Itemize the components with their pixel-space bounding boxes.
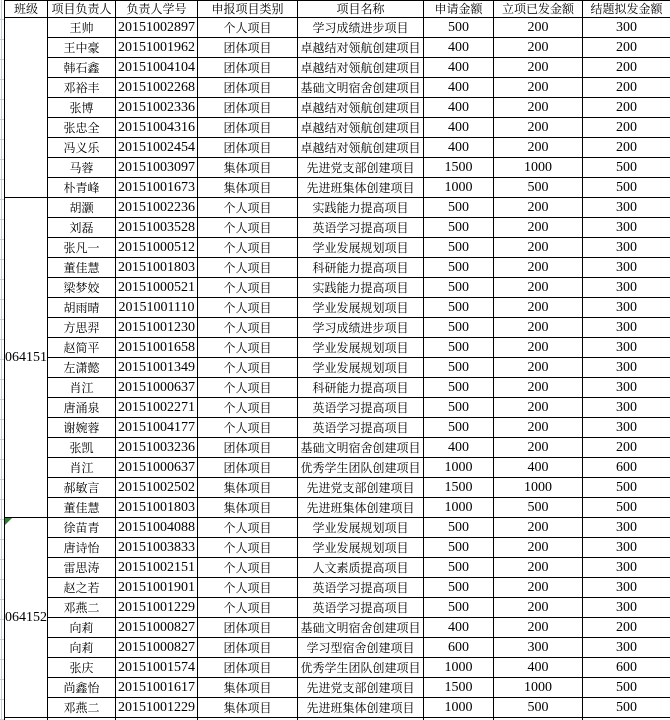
cell-category[interactable]: 集体项目: [198, 158, 298, 178]
cell-student-id[interactable]: 20151002336: [116, 98, 198, 118]
cell-amount-final[interactable]: 300: [583, 398, 670, 418]
cell-amount-issued[interactable]: 400: [494, 458, 583, 478]
cell-amount-final[interactable]: 300: [583, 338, 670, 358]
cell-category[interactable]: 集体项目: [198, 498, 298, 518]
cell-leader[interactable]: 尚鑫怡: [48, 678, 116, 698]
cell-amount-final[interactable]: 200: [583, 138, 670, 158]
cell-category[interactable]: 个人项目: [198, 198, 298, 218]
cell-project-name[interactable]: 先进党支部创建项目: [298, 158, 424, 178]
cell-student-id[interactable]: 20151003833: [116, 538, 198, 558]
header-cell[interactable]: 班级: [5, 1, 48, 18]
cell-project-name[interactable]: 学业发展规划项目: [298, 238, 424, 258]
cell-amount-final[interactable]: 200: [583, 618, 670, 638]
cell-leader[interactable]: 肖江: [48, 378, 116, 398]
cell-project-name[interactable]: 学业发展规划项目: [298, 298, 424, 318]
cell-project-name[interactable]: 英语学习提高项目: [298, 418, 424, 438]
table-row: [5, 618, 670, 638]
cell-project-name[interactable]: 先进班集体创建项目: [298, 498, 424, 518]
header-cell[interactable]: 项目负责人: [48, 1, 116, 18]
cell-student-id[interactable]: 20151000827: [116, 618, 198, 638]
cell-leader[interactable]: 赵简平: [48, 338, 116, 358]
cell-leader[interactable]: 胡灏: [48, 198, 116, 218]
cell-leader[interactable]: 董佳慧: [48, 498, 116, 518]
cell-amount-issued[interactable]: 1000: [494, 678, 583, 698]
cell-amount-issued[interactable]: 200: [494, 98, 583, 118]
cell-project-name[interactable]: 学业发展规划项目: [298, 338, 424, 358]
cell-student-id[interactable]: 20151000827: [116, 638, 198, 658]
cell-student-id[interactable]: 20151002151: [116, 558, 198, 578]
cell-amount-final[interactable]: 300: [583, 358, 670, 378]
cell-amount-issued[interactable]: 200: [494, 78, 583, 98]
cell-amount-applied[interactable]: 1000: [424, 698, 494, 718]
cell-project-name[interactable]: 卓越结对领航创建项目: [298, 38, 424, 58]
table-row: [5, 398, 670, 418]
cell-category[interactable]: 个人项目: [198, 398, 298, 418]
cell-student-id[interactable]: 20151001673: [116, 178, 198, 198]
cell-amount-issued[interactable]: 1000: [494, 478, 583, 498]
cell-category[interactable]: 团体项目: [198, 658, 298, 678]
cell-category[interactable]: 团体项目: [198, 118, 298, 138]
cell-amount-final[interactable]: 300: [583, 298, 670, 318]
cell-leader[interactable]: 冯义乐: [48, 138, 116, 158]
cell-amount-applied[interactable]: 500: [424, 378, 494, 398]
header-row: [5, 1, 670, 18]
cell-category[interactable]: 团体项目: [198, 638, 298, 658]
table-row: [5, 498, 670, 518]
cell-leader[interactable]: 邓燕二: [48, 598, 116, 618]
cell-category[interactable]: 团体项目: [198, 138, 298, 158]
cell-student-id[interactable]: 20151001229: [116, 598, 198, 618]
cell-student-id[interactable]: 20151003097: [116, 158, 198, 178]
cell-amount-issued[interactable]: 200: [494, 58, 583, 78]
cell-amount-issued[interactable]: 200: [494, 318, 583, 338]
cell-leader[interactable]: 韩石鑫: [48, 58, 116, 78]
cell-amount-final[interactable]: 300: [583, 418, 670, 438]
table-row: [5, 58, 670, 78]
cell-category[interactable]: 个人项目: [198, 18, 298, 38]
cell-amount-issued[interactable]: 200: [494, 618, 583, 638]
cell-amount-applied[interactable]: 400: [424, 38, 494, 58]
cell-student-id[interactable]: 20151004104: [116, 58, 198, 78]
cell-amount-issued[interactable]: 200: [494, 198, 583, 218]
cell-amount-final[interactable]: 300: [583, 198, 670, 218]
cell-amount-issued[interactable]: 500: [494, 498, 583, 518]
cell-category[interactable]: 集体项目: [198, 678, 298, 698]
cell-category[interactable]: 个人项目: [198, 338, 298, 358]
cell-category[interactable]: 集体项目: [198, 478, 298, 498]
cell-student-id[interactable]: 20151000637: [116, 378, 198, 398]
cell-project-name[interactable]: 先进党支部创建项目: [298, 678, 424, 698]
table-row: [5, 318, 670, 338]
cell-category[interactable]: 集体项目: [198, 698, 298, 718]
cell-amount-issued[interactable]: 200: [494, 538, 583, 558]
cell-amount-applied[interactable]: 500: [424, 598, 494, 618]
cell-amount-applied[interactable]: 400: [424, 618, 494, 638]
cell-amount-applied[interactable]: 400: [424, 118, 494, 138]
cell-amount-final[interactable]: 200: [583, 58, 670, 78]
cell-leader[interactable]: 张凡一: [48, 238, 116, 258]
cell-amount-issued[interactable]: 200: [494, 418, 583, 438]
cell-leader[interactable]: 朴青峰: [48, 178, 116, 198]
cell-category[interactable]: 个人项目: [198, 238, 298, 258]
cell-amount-applied[interactable]: 500: [424, 578, 494, 598]
table-row: [5, 438, 670, 458]
cell-category[interactable]: 个人项目: [198, 518, 298, 538]
cell-student-id[interactable]: 20151000512: [116, 238, 198, 258]
cell-project-name[interactable]: 卓越结对领航创建项目: [298, 138, 424, 158]
cell-project-name[interactable]: 先进班集体创建项目: [298, 698, 424, 718]
cell-amount-issued[interactable]: 200: [494, 598, 583, 618]
cell-student-id[interactable]: 20151002502: [116, 478, 198, 498]
cell-amount-final[interactable]: 300: [583, 238, 670, 258]
table-row: [5, 178, 670, 198]
cell-category[interactable]: 个人项目: [198, 318, 298, 338]
cell-leader[interactable]: 徐苗青: [48, 518, 116, 538]
cell-project-name[interactable]: 学业发展规划项目: [298, 358, 424, 378]
cell-amount-issued[interactable]: 200: [494, 578, 583, 598]
table-row: [5, 518, 670, 538]
cell-leader[interactable]: 向莉: [48, 618, 116, 638]
table-row: [5, 698, 670, 718]
cell-project-name[interactable]: 实践能力提高项目: [298, 278, 424, 298]
header-cell[interactable]: 申报项目类别: [198, 1, 298, 18]
cell-amount-issued[interactable]: 200: [494, 298, 583, 318]
cell-category[interactable]: 个人项目: [198, 258, 298, 278]
cell-leader[interactable]: 王中豪: [48, 38, 116, 58]
cell-amount-final[interactable]: 200: [583, 78, 670, 98]
cell-amount-final[interactable]: 600: [583, 458, 670, 478]
cell-project-name[interactable]: 人文素质提高项目: [298, 558, 424, 578]
table-row: [5, 638, 670, 658]
cell-category[interactable]: 团体项目: [198, 458, 298, 478]
cell-amount-final[interactable]: 300: [583, 578, 670, 598]
cell-amount-applied[interactable]: 500: [424, 418, 494, 438]
cell-category[interactable]: 个人项目: [198, 558, 298, 578]
cell-project-name[interactable]: 学习成绩进步项目: [298, 318, 424, 338]
cell-leader[interactable]: 肖江: [48, 458, 116, 478]
cell-project-name[interactable]: 先进班集体创建项目: [298, 178, 424, 198]
table-row: [5, 98, 670, 118]
class-cell[interactable]: [5, 518, 48, 718]
cell-leader[interactable]: 王帅: [48, 18, 116, 38]
cell-amount-applied[interactable]: 400: [424, 58, 494, 78]
cell-amount-applied[interactable]: 500: [424, 298, 494, 318]
cell-amount-final[interactable]: 200: [583, 98, 670, 118]
table-row: [5, 558, 670, 578]
cell-student-id[interactable]: 20151001574: [116, 658, 198, 678]
cell-category[interactable]: 团体项目: [198, 618, 298, 638]
header-cell[interactable]: 立项已发金额: [494, 1, 583, 18]
cell-amount-issued[interactable]: 200: [494, 18, 583, 38]
cell-project-name[interactable]: 英语学习提高项目: [298, 598, 424, 618]
cell-amount-issued[interactable]: 500: [494, 698, 583, 718]
cell-amount-applied[interactable]: 500: [424, 358, 494, 378]
cell-category[interactable]: 个人项目: [198, 598, 298, 618]
cell-project-name[interactable]: 学业发展规划项目: [298, 518, 424, 538]
cell-project-name[interactable]: 英语学习提高项目: [298, 578, 424, 598]
cell-student-id[interactable]: 20151002454: [116, 138, 198, 158]
cell-amount-applied[interactable]: 500: [424, 538, 494, 558]
cell-project-name[interactable]: 基础文明宿舍创建项目: [298, 438, 424, 458]
cell-amount-final[interactable]: 500: [583, 158, 670, 178]
table-row: [5, 378, 670, 398]
cell-project-name[interactable]: 优秀学生团队创建项目: [298, 658, 424, 678]
cell-student-id[interactable]: 20151000637: [116, 458, 198, 478]
table-row: [5, 218, 670, 238]
cell-amount-final[interactable]: 500: [583, 498, 670, 518]
cell-amount-applied[interactable]: 500: [424, 558, 494, 578]
table-row: [5, 138, 670, 158]
cell-leader[interactable]: 邓燕二: [48, 698, 116, 718]
cell-amount-final[interactable]: 200: [583, 438, 670, 458]
cell-student-id[interactable]: 20151001230: [116, 318, 198, 338]
cell-amount-applied[interactable]: 1000: [424, 458, 494, 478]
cell-amount-issued[interactable]: 200: [494, 518, 583, 538]
cell-student-id[interactable]: 20151000521: [116, 278, 198, 298]
cell-category[interactable]: 个人项目: [198, 578, 298, 598]
cell-amount-issued[interactable]: 200: [494, 218, 583, 238]
cell-project-name[interactable]: 基础文明宿舍创建项目: [298, 78, 424, 98]
cell-category[interactable]: 个人项目: [198, 218, 298, 238]
class-cell[interactable]: [5, 18, 48, 198]
table-row: [5, 578, 670, 598]
cell-leader[interactable]: 赵之若: [48, 578, 116, 598]
cell-leader[interactable]: 刘磊: [48, 218, 116, 238]
cell-project-name[interactable]: 实践能力提高项目: [298, 198, 424, 218]
cell-student-id[interactable]: 20151003236: [116, 438, 198, 458]
cell-amount-applied[interactable]: 500: [424, 18, 494, 38]
cell-student-id[interactable]: 20151001803: [116, 498, 198, 518]
cell-amount-issued[interactable]: 200: [494, 338, 583, 358]
table-row: [5, 538, 670, 558]
cell-category[interactable]: 团体项目: [198, 438, 298, 458]
cell-amount-final[interactable]: 300: [583, 378, 670, 398]
cell-leader[interactable]: 张忠全: [48, 118, 116, 138]
cell-amount-issued[interactable]: 400: [494, 658, 583, 678]
cell-project-name[interactable]: 优秀学生团队创建项目: [298, 458, 424, 478]
table-body: [5, 18, 670, 720]
cell-category[interactable]: 个人项目: [198, 538, 298, 558]
cell-amount-applied[interactable]: 500: [424, 398, 494, 418]
header-cell[interactable]: 结题拟发金额: [583, 1, 670, 18]
cell-amount-final[interactable]: 300: [583, 218, 670, 238]
cell-leader[interactable]: 方思羿: [48, 318, 116, 338]
sheet-gutter-gridline: [1, 0, 2, 720]
cell-amount-final[interactable]: 200: [583, 38, 670, 58]
cell-amount-final[interactable]: 500: [583, 698, 670, 718]
cell-amount-final[interactable]: 300: [583, 538, 670, 558]
cell-amount-final[interactable]: 500: [583, 678, 670, 698]
cell-project-name[interactable]: 卓越结对领航创建项目: [298, 118, 424, 138]
cell-student-id[interactable]: 20151001617: [116, 678, 198, 698]
cell-project-name[interactable]: 先进党支部创建项目: [298, 478, 424, 498]
table-row: [5, 278, 670, 298]
cell-leader[interactable]: 唐涌泉: [48, 398, 116, 418]
cell-category[interactable]: 个人项目: [198, 378, 298, 398]
table-row: [5, 18, 670, 38]
class-cell[interactable]: [5, 198, 48, 518]
table-row: [5, 78, 670, 98]
cell-student-id[interactable]: 20151002268: [116, 78, 198, 98]
table-row: [5, 418, 670, 438]
table-row: [5, 258, 670, 278]
cell-category[interactable]: 个人项目: [198, 278, 298, 298]
cell-amount-applied[interactable]: 600: [424, 638, 494, 658]
cell-amount-applied[interactable]: 400: [424, 78, 494, 98]
cell-project-name[interactable]: 学习成绩进步项目: [298, 18, 424, 38]
cell-project-name[interactable]: 卓越结对领航创建项目: [298, 58, 424, 78]
cell-leader[interactable]: 左潇懿: [48, 358, 116, 378]
cell-amount-applied[interactable]: 1000: [424, 178, 494, 198]
table-row: [5, 198, 670, 218]
header-cell[interactable]: 申请金额: [424, 1, 494, 18]
table-row: [5, 298, 670, 318]
cell-project-name[interactable]: 学习型宿舍创建项目: [298, 638, 424, 658]
table-row: [5, 338, 670, 358]
cell-student-id[interactable]: 20151002271: [116, 398, 198, 418]
error-marker-triangle-icon: [5, 518, 12, 525]
cell-amount-applied[interactable]: 1000: [424, 498, 494, 518]
cell-amount-issued[interactable]: 200: [494, 278, 583, 298]
cell-category[interactable]: 团体项目: [198, 98, 298, 118]
cell-amount-issued[interactable]: 200: [494, 258, 583, 278]
cell-leader[interactable]: 胡雨晴: [48, 298, 116, 318]
cell-amount-issued[interactable]: 200: [494, 398, 583, 418]
cell-amount-applied[interactable]: 1000: [424, 658, 494, 678]
cell-amount-applied[interactable]: 500: [424, 338, 494, 358]
cell-amount-applied[interactable]: 500: [424, 258, 494, 278]
cell-amount-issued[interactable]: 500: [494, 178, 583, 198]
cell-amount-applied[interactable]: 500: [424, 218, 494, 238]
table-row: [5, 598, 670, 618]
cell-category[interactable]: 团体项目: [198, 58, 298, 78]
table-row: [5, 458, 670, 478]
cell-student-id[interactable]: 20151001110: [116, 298, 198, 318]
cell-category[interactable]: 个人项目: [198, 358, 298, 378]
cell-project-name[interactable]: 英语学习提高项目: [298, 398, 424, 418]
cell-amount-final[interactable]: 300: [583, 518, 670, 538]
cell-leader[interactable]: 张庆: [48, 658, 116, 678]
cell-student-id[interactable]: 20151001962: [116, 38, 198, 58]
table-header: [5, 1, 670, 18]
cell-amount-final[interactable]: 200: [583, 118, 670, 138]
table-row: [5, 678, 670, 698]
cell-project-name[interactable]: 英语学习提高项目: [298, 218, 424, 238]
table-row: [5, 158, 670, 178]
cell-leader[interactable]: 雷思涛: [48, 558, 116, 578]
cell-student-id[interactable]: 20151004177: [116, 418, 198, 438]
cell-amount-issued[interactable]: 200: [494, 438, 583, 458]
cell-leader[interactable]: 向莉: [48, 638, 116, 658]
cell-leader[interactable]: 张凯: [48, 438, 116, 458]
cell-project-name[interactable]: 科研能力提高项目: [298, 258, 424, 278]
cell-student-id[interactable]: 20151004088: [116, 518, 198, 538]
cell-amount-final[interactable]: 300: [583, 18, 670, 38]
cell-leader[interactable]: 张博: [48, 98, 116, 118]
cell-amount-issued[interactable]: 200: [494, 558, 583, 578]
cell-amount-final[interactable]: 600: [583, 658, 670, 678]
cell-amount-final[interactable]: 300: [583, 258, 670, 278]
cell-student-id[interactable]: 20151003528: [116, 218, 198, 238]
cell-project-name[interactable]: 基础文明宿舍创建项目: [298, 618, 424, 638]
table-row: [5, 478, 670, 498]
cell-student-id[interactable]: 20151004316: [116, 118, 198, 138]
cell-project-name[interactable]: 卓越结对领航创建项目: [298, 98, 424, 118]
cell-student-id[interactable]: 20151001658: [116, 338, 198, 358]
cell-amount-final[interactable]: 300: [583, 278, 670, 298]
cell-amount-applied[interactable]: 500: [424, 198, 494, 218]
cell-student-id[interactable]: 20151002236: [116, 198, 198, 218]
cell-amount-issued[interactable]: 200: [494, 378, 583, 398]
cell-category[interactable]: 集体项目: [198, 178, 298, 198]
cell-leader[interactable]: 邓裕丰: [48, 78, 116, 98]
cell-project-name[interactable]: 学业发展规划项目: [298, 538, 424, 558]
cell-amount-issued[interactable]: 1000: [494, 158, 583, 178]
cell-amount-applied[interactable]: 500: [424, 278, 494, 298]
class-label: 064151: [5, 349, 47, 365]
cell-category[interactable]: 个人项目: [198, 418, 298, 438]
table-row: [5, 658, 670, 678]
cell-amount-applied[interactable]: 1500: [424, 678, 494, 698]
cell-amount-issued[interactable]: 200: [494, 238, 583, 258]
cell-amount-applied[interactable]: 500: [424, 518, 494, 538]
header-cell[interactable]: 负责人学号: [116, 1, 198, 18]
cell-amount-applied[interactable]: 400: [424, 438, 494, 458]
cell-amount-applied[interactable]: 400: [424, 138, 494, 158]
cell-amount-issued[interactable]: 300: [494, 638, 583, 658]
cell-amount-issued[interactable]: 200: [494, 138, 583, 158]
cell-amount-final[interactable]: 300: [583, 598, 670, 618]
cell-amount-issued[interactable]: 200: [494, 38, 583, 58]
cell-category[interactable]: 个人项目: [198, 298, 298, 318]
class-label: 064152: [5, 609, 47, 625]
cell-student-id[interactable]: 20151001349: [116, 358, 198, 378]
cell-amount-final[interactable]: 500: [583, 178, 670, 198]
cell-amount-final[interactable]: 300: [583, 558, 670, 578]
cell-leader[interactable]: 唐诗怡: [48, 538, 116, 558]
cell-amount-issued[interactable]: 200: [494, 118, 583, 138]
table-row: [5, 358, 670, 378]
cell-amount-applied[interactable]: 1500: [424, 158, 494, 178]
cell-amount-applied[interactable]: 500: [424, 238, 494, 258]
table-row: [5, 118, 670, 138]
cell-student-id[interactable]: 20151002897: [116, 18, 198, 38]
cell-amount-applied[interactable]: 400: [424, 98, 494, 118]
cell-category[interactable]: 团体项目: [198, 78, 298, 98]
cell-amount-final[interactable]: 300: [583, 638, 670, 658]
cell-leader[interactable]: 董佳慧: [48, 258, 116, 278]
project-funding-table: [4, 0, 670, 720]
cell-student-id[interactable]: 20151001803: [116, 258, 198, 278]
cell-amount-final[interactable]: 300: [583, 318, 670, 338]
cell-amount-issued[interactable]: 200: [494, 358, 583, 378]
cell-leader[interactable]: 梁梦姣: [48, 278, 116, 298]
header-cell[interactable]: 项目名称: [298, 1, 424, 18]
cell-student-id[interactable]: 20151001229: [116, 698, 198, 718]
cell-student-id[interactable]: 20151001901: [116, 578, 198, 598]
cell-leader[interactable]: 马蓉: [48, 158, 116, 178]
cell-amount-applied[interactable]: 1500: [424, 478, 494, 498]
cell-project-name[interactable]: 科研能力提高项目: [298, 378, 424, 398]
cell-leader[interactable]: 谢婉蓉: [48, 418, 116, 438]
cell-category[interactable]: 团体项目: [198, 38, 298, 58]
cell-amount-applied[interactable]: 500: [424, 318, 494, 338]
cell-amount-final[interactable]: 500: [583, 478, 670, 498]
table-row: [5, 238, 670, 258]
cell-leader[interactable]: 郝敏言: [48, 478, 116, 498]
table-row: [5, 38, 670, 58]
